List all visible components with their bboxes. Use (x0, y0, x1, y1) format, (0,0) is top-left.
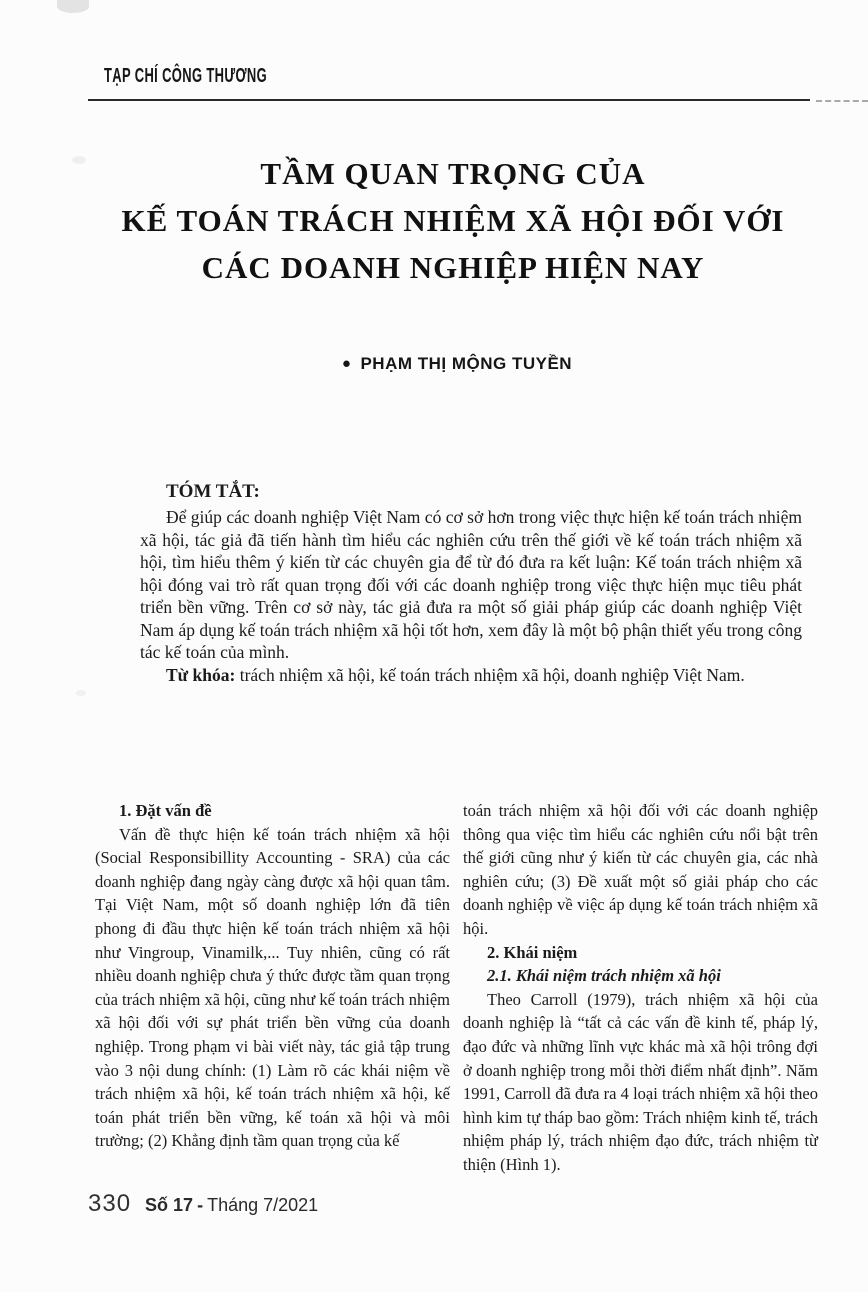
footer-date: Tháng 7/2021 (207, 1195, 319, 1215)
body-paragraph: toán trách nhiệm xã hội đối với các doanh nghiệp thông qua việc tìm hiểu các nghiên cứu nổi bật trên thế giới cũng như ý kiến từ các chuyên gia, các nhà nghiên cứu; (3) Đề xuất một số giải pháp cho các doanh nghiệp về việc áp dụng kế toán trách nhiệm xã hội. (463, 801, 818, 938)
right-column (463, 799, 818, 1177)
left-column (95, 799, 450, 1177)
footer-page-number: 330 (88, 1190, 132, 1217)
keywords-label: Từ khóa: (166, 664, 236, 685)
keywords-text: trách nhiệm xã hội, kế toán trách nhiệm xã hội, doanh nghiệp Việt Nam. (235, 664, 745, 685)
page-footer (88, 1190, 318, 1218)
footer-separator: - (197, 1195, 204, 1215)
journal-header-title: TẠP CHÍ CÔNG THƯƠNG (104, 64, 268, 87)
header-rule-dashes (816, 100, 868, 102)
author-name: PHẠM THỊ MỘNG TUYỀN (360, 354, 573, 373)
section-heading-1: 1. Đặt vấn đề (119, 801, 212, 820)
article-title-line: TẦM QUAN TRỌNG CỦA (260, 156, 646, 191)
article-title (0, 150, 868, 291)
footer-issue-label: Số 17 (145, 1195, 194, 1215)
author-line (0, 354, 868, 374)
subsection-heading-2-1: 2.1. Khái niệm trách nhiệm xã hội (487, 966, 721, 986)
abstract-text: Để giúp các doanh nghiệp Việt Nam có cơ sở hơn trong việc thực hiện kế toán trách nhiệm xã hội, tác giả đã tiến hành tìm hiểu các nghiên cứu trên thế giới về kế toán trách nhiệm xã hội, tìm hiểu thêm ý kiến từ các chuyên gia để từ đó đưa ra kết luận: Kế toán trách nhiệm xã hội đóng vai trò rất quan trọng đối với các doanh nghiệp trong việc thực hiện mục tiêu phát triển bền vững. Trên cơ sở này, tác giả đưa ra một số giải pháp giúp các doanh nghiệp Việt Nam áp dụng kế toán trách nhiệm xã hội tốt hơn, xem đây là một bộ phận thiết yếu trong công tác kế toán của mình. (140, 507, 802, 662)
author-bullet-icon: ● (341, 355, 352, 372)
header-rule (88, 99, 810, 101)
article-title-line: CÁC DOANH NGHIỆP HIỆN NAY (201, 250, 705, 285)
article-title-line: KẾ TOÁN TRÁCH NHIỆM XÃ HỘI ĐỐI VỚI (121, 203, 785, 238)
keywords-line (140, 664, 802, 687)
scan-artifact-blob (76, 690, 86, 696)
body-paragraph: Vấn đề thực hiện kế toán trách nhiệm xã hội (Social Responsibillity Accounting - SRA) của các doanh nghiệp đang ngày càng được xã hội quan tâm. Tại Việt Nam, một số doanh nghiệp lớn đã tiên phong đi đầu thực hiện kế toán trách nhiệm xã hội như Vingroup, Vinamilk,... Tuy nhiên, cũng có rất nhiều doanh nghiệp chưa ý thức được tầm quan trọng của trách nhiệm xã hội, cũng như kế toán trách nhiệm xã hội đối với sự phát triển bền vững của doanh nghiệp. Trong phạm vi bài viết này, tác giả tập trung vào 3 nội dung chính: (1) Làm rõ các khái niệm về trách nhiệm xã hội, kế toán trách nhiệm xã hội, kế toán phát triển bền vững, kế toán xã hội và môi trường; (2) Khẳng định tầm quan trọng của kế (95, 824, 450, 1151)
body-columns (95, 799, 818, 1177)
section-heading-2: 2. Khái niệm (487, 942, 578, 962)
scan-artifact-blob (57, 0, 89, 13)
abstract-heading: TÓM TẮT: (166, 481, 260, 502)
body-paragraph: Theo Carroll (1979), trách nhiệm xã hội của doanh nghiệp là “tất cả các vấn đề kinh tế, pháp lý, đạo đức và những lĩnh vực khác mà xã hội trông đợi ở doanh nghiệp trong mỗi thời điểm nhất định”. Năm 1991, Carroll đã đưa ra 4 loại trách nhiệm xã hội theo hình kim tự tháp bao gồm: Trách nhiệm kinh tế, trách nhiệm pháp lý, trách nhiệm đạo đức, trách nhiệm từ thiện (Hình 1). (463, 989, 818, 1174)
abstract-section (140, 481, 802, 686)
